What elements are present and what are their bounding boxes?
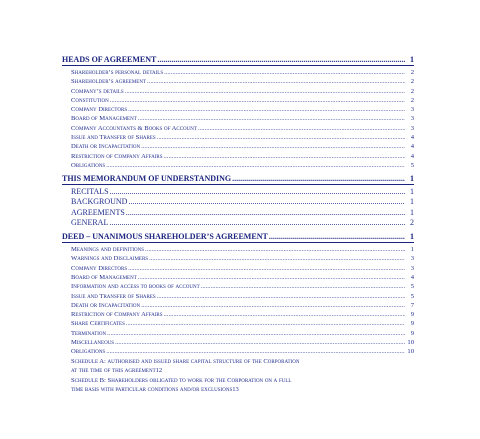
toc-entry-label: Information and access to books of account	[71, 283, 200, 291]
toc-entry-label: Death or Incapacitation	[71, 301, 141, 309]
toc-page-number: 3	[410, 106, 414, 114]
dot-leader	[141, 142, 405, 151]
dot-leader	[126, 208, 405, 218]
toc-entry[interactable]	[62, 329, 414, 338]
toc-entry[interactable]	[62, 87, 414, 96]
toc-entry[interactable]	[62, 68, 414, 77]
toc-page-number: 5	[410, 292, 414, 300]
toc-entry-label: Obligations	[71, 348, 106, 356]
toc-entry-label: AGREEMENTS	[71, 207, 125, 217]
dot-leader	[110, 187, 405, 197]
dot-leader	[164, 310, 406, 319]
dot-leader	[147, 77, 405, 86]
toc-entry-label-line1: Schedule A: authorised and issued share capital structure of the Corporation	[71, 357, 300, 365]
dot-leader	[128, 197, 405, 207]
toc-entry-label: DEED – UNANIMOUS SHAREHOLDER’S AGREEMENT	[62, 232, 268, 242]
toc-entry[interactable]	[62, 142, 414, 151]
toc-entry-label: Shareholder’s agreement	[71, 78, 147, 86]
toc-entry-label: Obligations	[71, 161, 106, 169]
dot-leader	[164, 152, 406, 161]
toc-page-number: 1	[410, 174, 414, 184]
toc-entry-label: Board of Management	[71, 115, 137, 123]
dot-leader	[141, 301, 405, 310]
dot-leader	[126, 319, 405, 328]
toc-entry-label: Company Accountants & Books of Account	[71, 124, 197, 132]
toc-entry-label: Shareholder’s personal details	[71, 69, 164, 76]
toc-entry-label: Company Directors	[71, 106, 128, 114]
toc-entry-label: Issue and Transfer of Shares	[71, 134, 156, 142]
toc-entry[interactable]	[62, 197, 414, 207]
toc-section-heading[interactable]	[62, 54, 414, 65]
dot-leader	[128, 105, 405, 114]
toc-entry-label-line1: Schedule B: Shareholders obligated to work for the Corporation on a full	[71, 376, 292, 384]
toc-entry[interactable]	[62, 310, 414, 319]
heading-underline	[62, 242, 414, 243]
toc-page-number: 1	[410, 55, 414, 64]
toc-entry-label: Miscellaneous	[71, 339, 115, 347]
toc-entry-label: Termination	[71, 329, 107, 337]
toc-section-heading[interactable]	[62, 173, 414, 184]
dot-leader	[115, 338, 405, 347]
toc-entry[interactable]	[62, 319, 414, 328]
dot-leader	[109, 218, 405, 228]
toc-page-number: 3	[410, 255, 414, 263]
toc-page-number: 4	[410, 143, 414, 151]
toc-page-number: 3	[410, 115, 414, 123]
toc-entry-label: Restriction of Company Affairs	[71, 152, 163, 160]
toc-entry[interactable]	[62, 254, 414, 263]
toc-page-number: 7	[410, 301, 414, 309]
dot-leader	[138, 114, 405, 123]
toc-page-number: 1	[410, 197, 414, 207]
toc-entry-label: Constitution	[71, 96, 109, 104]
dot-leader	[138, 273, 405, 282]
dot-leader	[110, 96, 405, 105]
toc-entry-label: Share Certificates	[71, 320, 125, 328]
dot-leader	[106, 161, 405, 170]
toc-page-number: 2	[410, 96, 414, 104]
dot-leader	[157, 54, 405, 65]
toc-entry-label: GENERAL	[71, 217, 109, 227]
toc-entry-line2	[71, 385, 414, 395]
toc-entry-label: Warnings and Disclaimers	[71, 255, 149, 263]
toc-entry-line2	[71, 366, 414, 376]
toc-page-number: 2	[410, 78, 414, 86]
dot-leader	[201, 282, 405, 291]
toc-entry[interactable]	[62, 96, 414, 105]
dot-leader	[149, 254, 405, 263]
toc-entry[interactable]	[62, 114, 414, 123]
toc-page-number: 1	[410, 246, 414, 254]
toc-entry[interactable]	[62, 292, 414, 301]
toc-entry[interactable]	[62, 301, 414, 310]
toc-entry[interactable]	[62, 338, 414, 347]
toc-page-number: 10	[407, 348, 414, 356]
toc-entry-label: Company’s details	[71, 87, 124, 95]
table-of-contents	[62, 54, 414, 395]
toc-page-number: 3	[410, 124, 414, 132]
toc-page-number: 4	[410, 273, 414, 281]
toc-page-number: 5	[410, 161, 414, 169]
dot-leader	[157, 133, 405, 142]
dot-leader	[107, 329, 405, 338]
toc-entry-label: RECITALS	[71, 187, 109, 197]
heading-underline	[62, 65, 414, 66]
toc-entry[interactable]	[62, 347, 414, 356]
toc-page-number: 3	[410, 264, 414, 272]
toc-page-number: 13	[232, 386, 239, 394]
dot-leader	[106, 347, 405, 356]
toc-page-number: 9	[410, 311, 414, 319]
toc-entry[interactable]	[62, 208, 414, 218]
toc-page-number: 10	[407, 339, 414, 347]
toc-entry-label: BACKGROUND	[71, 197, 128, 207]
dot-leader	[145, 245, 405, 254]
toc-entry-label: THIS MEMORANDUM OF UNDERSTANDING	[62, 174, 232, 184]
dot-leader	[269, 231, 405, 242]
toc-entry[interactable]	[62, 133, 414, 142]
toc-entry-multiline[interactable]	[62, 376, 414, 395]
toc-page-number: 2	[410, 69, 414, 76]
toc-entry-label: Restriction of Company Affairs	[71, 311, 163, 319]
toc-section-heading[interactable]	[62, 231, 414, 242]
toc-page-number: 9	[410, 329, 414, 337]
toc-entry[interactable]	[62, 282, 414, 291]
toc-page-number: 2	[410, 87, 414, 95]
dot-leader	[232, 173, 405, 184]
toc-entry[interactable]	[62, 218, 414, 228]
toc-entry[interactable]	[62, 187, 414, 197]
toc-page-number: 5	[410, 283, 414, 291]
toc-page-number: 1	[410, 232, 414, 242]
dot-leader	[198, 124, 405, 133]
toc-entry-label: Meanings and definitions	[71, 246, 145, 254]
toc-entry-label: Issue and Transfer of Shares	[71, 292, 156, 300]
toc-page-number: 4	[410, 134, 414, 142]
toc-entry-label-line2: at the time of this agreement	[71, 367, 156, 375]
toc-entry[interactable]	[62, 273, 414, 282]
toc-entry-label: HEADS OF AGREEMENT	[62, 55, 157, 64]
toc-entry-multiline[interactable]	[62, 357, 414, 376]
toc-entry[interactable]	[62, 124, 414, 133]
toc-entry[interactable]	[62, 152, 414, 161]
toc-entry[interactable]	[62, 77, 414, 86]
dot-leader	[157, 292, 405, 301]
toc-entry-label: Company Directors	[71, 264, 128, 272]
toc-entry-label-line2: time basis with particular conditions and/or exclusions	[71, 386, 233, 394]
toc-entry[interactable]	[62, 105, 414, 114]
toc-entry[interactable]	[62, 245, 414, 254]
toc-entry[interactable]	[62, 161, 414, 170]
toc-page-number: 12	[155, 367, 163, 375]
heading-underline	[62, 184, 414, 185]
toc-entry-label: Death or Incapacitation	[71, 143, 141, 151]
dot-leader	[125, 87, 405, 96]
toc-page-number: 4	[410, 152, 414, 160]
toc-entry-label: Board of Management	[71, 273, 137, 281]
toc-page-number: 9	[410, 320, 414, 328]
toc-page-number: 1	[410, 207, 414, 217]
toc-page-number: 2	[410, 217, 414, 227]
dot-leader	[164, 68, 405, 77]
dot-leader	[128, 264, 405, 273]
toc-entry[interactable]	[62, 264, 414, 273]
toc-page-number: 1	[410, 187, 414, 197]
